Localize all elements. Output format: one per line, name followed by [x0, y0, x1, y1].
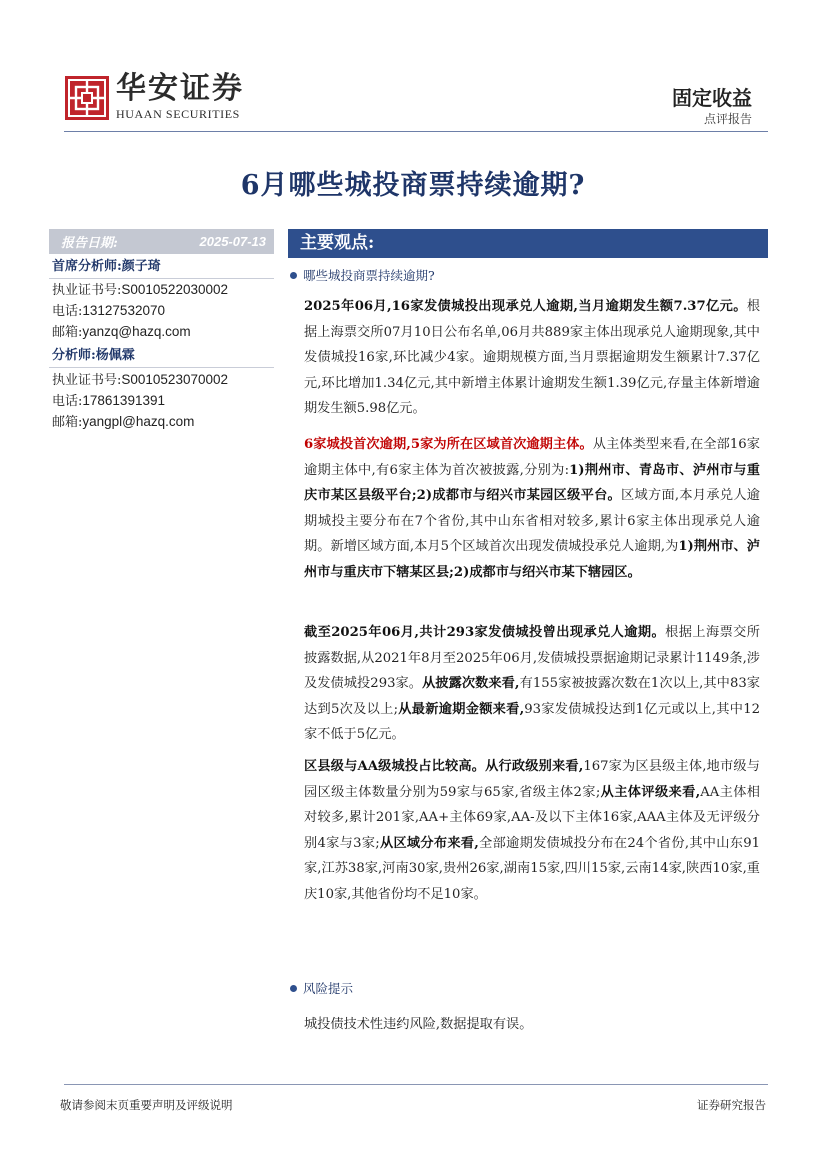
section-heading-risk: 风险提示 — [290, 979, 353, 997]
analyst-heading: 分析师:杨佩霖 — [49, 346, 274, 368]
analyst1-phone: 电话:13127532070 — [52, 303, 165, 319]
report-title: 6月哪些城投商票持续逾期? — [240, 170, 586, 201]
report-date-bar — [49, 229, 274, 254]
paragraph-monthly-overdue: 2025年06月,16家发债城投出现承兑人逾期,当月逾期发生额7.37亿元。根据上海票交所07月10日公布名单,06月共889家主体出现承兑人逾期现象,其中发债城投16家,环比减少4家。逾期规模方面,当月票据逾期发生额累计7.37亿元,环比增加1.34亿元,其中新增主体累计逾期发生额1.39亿元,存量主体新增逾期发生额5.98亿元。 — [304, 299, 760, 416]
analyst2-phone: 电话:17861391391 — [52, 393, 165, 409]
header-divider — [64, 131, 768, 132]
report-date-value: 2025-07-13 — [199, 234, 266, 249]
risk-text: 城投债技术性违约风险,数据提取有误。 — [304, 1017, 533, 1032]
analyst2-license: 执业证书号:S0010523070002 — [52, 372, 228, 388]
company-logo — [64, 73, 244, 122]
section-heading-overdue: 哪些城投商票持续逾期? — [290, 266, 435, 284]
report-subcategory: 点评报告 — [703, 112, 752, 126]
analyst1-email[interactable]: 邮箱:yanzq@hazq.com — [52, 324, 191, 340]
bullet-dot-icon — [290, 985, 297, 992]
analyst1-license: 执业证书号:S0010522030002 — [52, 282, 228, 298]
footer-divider — [64, 1084, 768, 1085]
paragraph-first-overdue: 6家城投首次逾期,5家为所在区域首次逾期主体。从主体类型来看,在全部16家逾期主体中,有6家主体为首次被披露,分别为:1)荆州市、青岛市、泸州市与重庆市某区县级平台;2)成都市与绍兴市某园区级平台。区域方面,本月承兑人逾期城投主要分布在7个省份,其中山东省相对较多,累计6家主体出现承兑人逾期。新增区域方面,本月5个区域首次出现发债城投承兑人逾期,为1)荆州市、泸州市与重庆市下辖某区县;2)成都市与绍兴市某下辖园区。 — [304, 437, 760, 580]
footer-report-type: 证券研究报告 — [697, 1098, 766, 1112]
paragraph-level-distribution: 区县级与AA级城投占比较高。从行政级别来看,167家为区县级主体,地市级与园区级主体数量分别为59家与65家,省级主体2家;从主体评级来看,AA主体相对较多,累计201家,AA+主体69家,AA-及以下主体16家,AAA主体及无评级分别4家与3家;从区域分布来看,全部逾期发债城投分布在24个省份,其中山东91家,江苏38家,河南30家,贵州26家,湖南15家,四川15家,云南14家,陕西10家,重庆10家,其他省份均不足10家。 — [304, 759, 760, 902]
report-date-label: 报告日期: — [61, 236, 118, 251]
logo-english-name: HUAAN SECURITIES — [116, 107, 240, 121]
analyst2-email[interactable]: 邮箱:yangpl@hazq.com — [52, 414, 195, 430]
bullet-dot-icon — [290, 272, 297, 279]
logo-seal-icon — [64, 75, 110, 121]
paragraph-cumulative-overdue: 截至2025年06月,共计293家发债城投曾出现承兑人逾期。根据上海票交所披露数据,从2021年8月至2025年06月,发债城投票据逾期记录累计1149条,涉及发债城投293家。从披露次数来看,有155家被披露次数在1次以上,其中83家达到5次及以上;从最新逾期金额来看,93家发债城投达到1亿元或以上,其中12家不低于5亿元。 — [304, 625, 760, 742]
logo-chinese-name: 华安证券 — [116, 71, 244, 106]
chief-analyst-heading: 首席分析师:颜子琦 — [49, 257, 274, 279]
key-points-heading: 主要观点: — [288, 229, 768, 258]
report-category: 固定收益 — [672, 86, 752, 110]
footer-disclaimer[interactable]: 敬请参阅末页重要声明及评级说明 — [60, 1098, 233, 1112]
